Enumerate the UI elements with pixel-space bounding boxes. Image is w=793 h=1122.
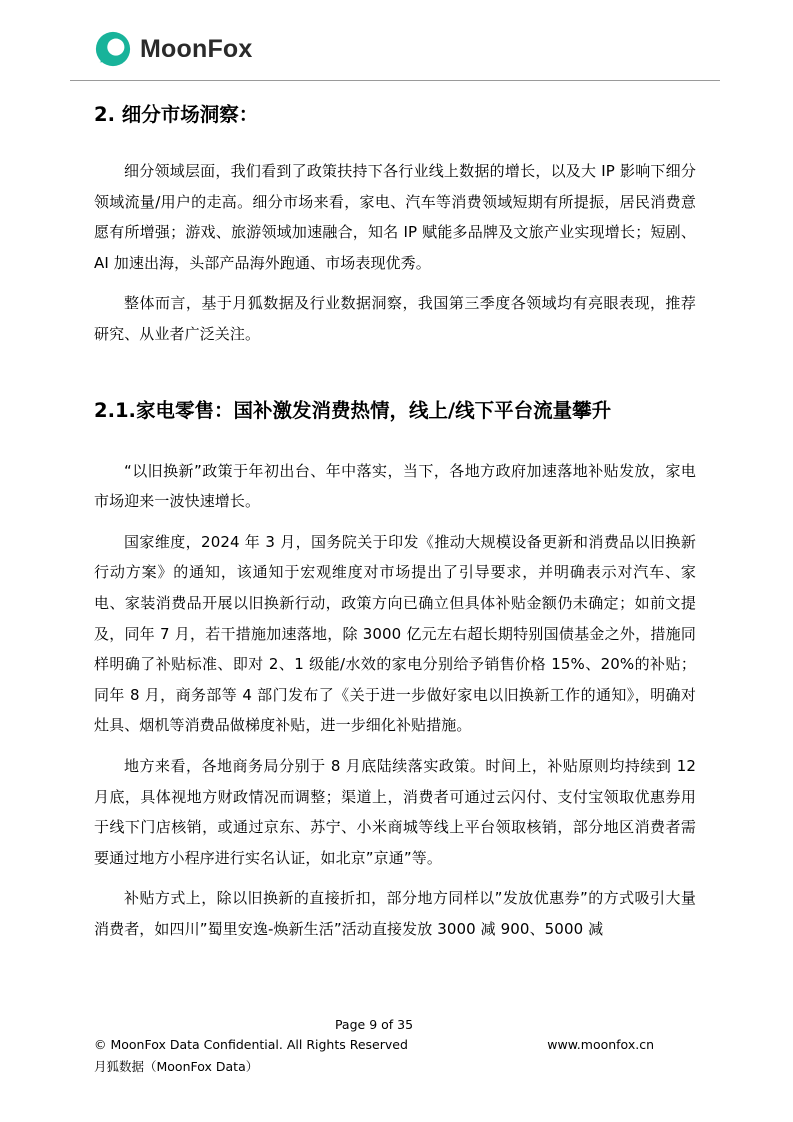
moonfox-logo-icon — [94, 30, 132, 68]
section-paragraph-1: 细分领域层面，我们看到了政策扶持下各行业线上数据的增长，以及大 IP 影响下细分领域流量/用户的走高。细分市场来看，家电、汽车等消费领域短期有所提振，居民消费意愿有所增强；游戏、旅游领域加速融合，知名 IP 赋能多品牌及文旅产业实现增长；短剧、AI 加速出海，头部产品海外跑通、市场表现优秀。 — [94, 162, 696, 272]
document-body — [94, 100, 696, 944]
header — [94, 30, 252, 68]
brand-name: MoonFox — [140, 34, 253, 63]
subsection-paragraph-3: 地方来看，各地商务局分别于 8 月底陆续落实政策。时间上，补贴原则均持续到 12 月底，具体视地方财政情况而调整；渠道上，消费者可通过云闪付、支付宝领取优惠券用于线下门店核销，或通过京东、苏宁、小米商城等线上平台领取核销，部分地区消费者需要通过地方小程序进行实名认证，如北京”京通”等。 — [94, 756, 696, 867]
copyright-notice: © MoonFox Data Confidential. All Rights Reserved — [94, 1037, 408, 1052]
website-link[interactable]: www.moonfox.cn — [547, 1037, 654, 1052]
subsection-paragraph-4: 补贴方式上，除以旧换新的直接折扣，部分地方同样以”发放优惠券”的方式吸引大量消费者，如四川”蜀里安逸-焕新生活”活动直接发放 3000 减 900、5000 减 — [94, 889, 696, 938]
page-number: Page 9 of 35 — [334, 1017, 414, 1032]
section-heading: 2. 细分市场洞察： — [94, 103, 259, 126]
header-divider — [70, 80, 720, 81]
subsection-paragraph-2: 国家维度，2024 年 3 月，国务院关于印发《推动大规模设备更新和消费品以旧换新行动方案》的通知，该通知于宏观维度对市场提出了引导要求，并明确表示对汽车、家电、家装消费品开展以旧换新行动，政策方向已确立但具体补贴金额仍未确定；如前文提及，同年 7 月，若干措施加速落地，除 3000 亿元左右超长期特别国债基金之外，措施同样明确了补贴标准、即对 2、1 级能/水效的家电分别给予销售价格 15%、20%的补贴；同年 8 月，商务部等 4 部门发布了《关于进一步做好家电以旧换新工作的通知》，明确对灶具、烟机等消费品做梯度补贴，进一步细化补贴措施。 — [94, 532, 696, 735]
section-paragraph-2: 整体而言，基于月狐数据及行业数据洞察，我国第三季度各领域均有亮眼表现，推荐研究、从业者广泛关注。 — [94, 294, 696, 343]
company-name: 月狐数据（MoonFox Data） — [94, 1059, 259, 1074]
footer-row — [94, 1034, 654, 1056]
subsection-paragraph-1: “以旧换新”政策于年初出台、年中落实，当下，各地方政府加速落地补贴发放，家电市场迎来一波快速增长。 — [94, 461, 696, 511]
subsection-heading: 2.1.家电零售：国补激发消费热情，线上/线下平台流量攀升 — [94, 398, 612, 422]
footer — [94, 1016, 654, 1078]
